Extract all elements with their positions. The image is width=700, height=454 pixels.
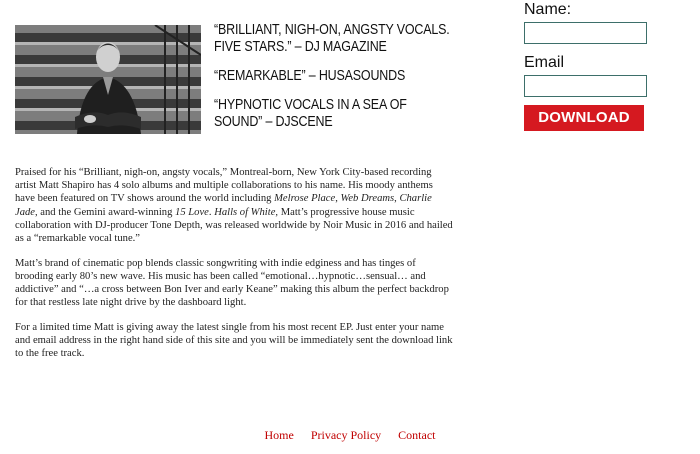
artist-photo [15, 25, 201, 134]
press-quote: “BRILLIANT, NIGH-ON, ANGSTY VOCALS. FIVE STARS.” – DJ MAGAZINE [214, 22, 450, 55]
bio-text-segment: , [394, 193, 400, 205]
bio-text-segment: , [335, 193, 341, 205]
download-button[interactable]: DOWNLOAD [524, 105, 644, 131]
bio-text [15, 166, 455, 372]
name-label: Name: [524, 1, 572, 18]
bio-text-segment: Praised for his “Brilliant, nigh-on, angsty vocals,” Montreal-born, New York City-based recording artist Matt Shapiro has 4 solo albums and multiple collaborations to his name. His moody anthems have been featured on TV shows around the world including [15, 167, 433, 205]
footer-nav [0, 428, 700, 443]
bio-paragraph [15, 166, 455, 245]
bio-text-segment: . [208, 206, 215, 218]
press-quote: “REMARKABLE” – HUSASOUNDS [214, 68, 406, 84]
show-title: Charlie Jade [15, 193, 432, 218]
show-title: Web Dreams [340, 193, 395, 205]
email-label: Email [524, 54, 565, 71]
footer-link-contact[interactable]: Contact [398, 428, 436, 442]
footer-link-home[interactable]: Home [264, 428, 294, 442]
bio-text-segment: , and the Gemini award-winning [35, 206, 176, 218]
bio-paragraph: Matt’s brand of cinematic pop blends classic songwriting with indie edginess and has tinges of brooding early 80’s new wave. His music has been called “emotional…hypnotic…sensual… and addictive” and “…a cross between Bon Iver and early Keane” making this album the perfect backdrop for that restless late night drive by the dashboard light. [15, 257, 449, 309]
email-input[interactable] [524, 75, 647, 97]
name-input[interactable] [524, 22, 647, 44]
show-title: Melrose Place [274, 193, 336, 205]
footer-link-privacy-policy[interactable]: Privacy Policy [310, 428, 382, 442]
bio-paragraph: For a limited time Matt is giving away the latest single from his most recent EP. Just enter your name and email address in the right hand side of this site and you will be immediately sent the download link to the free track. [15, 322, 453, 360]
bio-text-segment: , Matt’s progressive house music collaboration with DJ-producer Tone Depth, was released worldwide by Noir Music in 2016 and hailed as a “remarkable vocal tune.” [15, 206, 453, 245]
release-title: Halls of White [214, 206, 276, 218]
press-quote: “HYPNOTIC VOCALS IN A SEA OF SOUND” – DJSCENE [214, 97, 407, 130]
press-quotes [214, 22, 454, 143]
show-title: 15 Love [175, 206, 209, 218]
download-form [524, 0, 674, 131]
